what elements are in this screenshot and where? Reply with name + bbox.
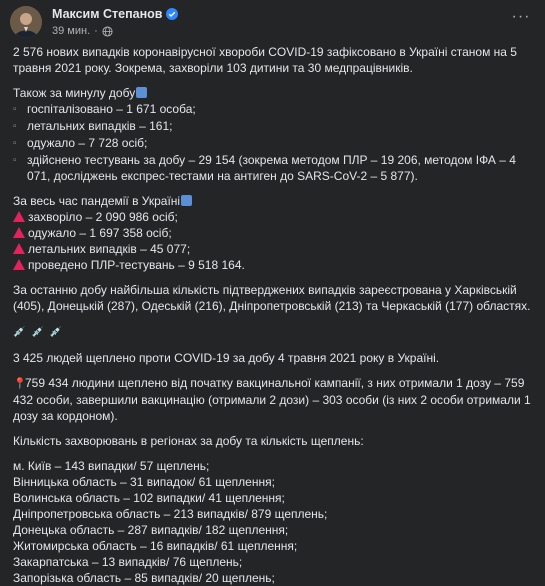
author-avatar[interactable] xyxy=(10,6,42,38)
list-item xyxy=(13,101,533,118)
list-item-text: одужало – 7 728 осіб; xyxy=(27,136,148,150)
bullet-icon: ▫ xyxy=(13,104,17,115)
red-triangle-icon xyxy=(13,243,25,254)
list-item-text: проведено ПЛР-тестувань – 9 518 164. xyxy=(28,258,245,272)
syringe-icon: 💉 xyxy=(49,327,63,338)
region-item: Вінницька область – 31 випадок/ 61 щеплення; xyxy=(13,475,275,489)
pandemic-heading xyxy=(13,193,533,209)
region-item: Дніпропетровська область – 213 випадків/ 879 щеплень; xyxy=(13,507,328,521)
red-triangle-icon xyxy=(13,227,25,238)
list-item-text: госпіталізовано – 1 671 особа; xyxy=(27,102,196,116)
last-day-heading xyxy=(13,85,533,101)
bullet-icon: ▫ xyxy=(13,138,17,149)
region-item: Донецька область – 287 випадків/ 182 щеплення; xyxy=(13,523,289,537)
list-item-text: летальних випадків – 45 077; xyxy=(28,242,191,256)
info-emoji-icon xyxy=(181,195,192,206)
author-name[interactable] xyxy=(52,6,178,22)
list-item xyxy=(13,152,533,184)
last-day-heading-text: Також за минулу добу xyxy=(13,86,136,100)
region-item: Волинська область – 102 випадки/ 41 щеплення; xyxy=(13,491,285,505)
red-triangle-icon xyxy=(13,259,25,270)
more-options-icon[interactable]: ··· xyxy=(511,8,531,25)
region-item: м. Київ – 143 випадки/ 57 щеплень; xyxy=(13,459,210,473)
list-item xyxy=(13,135,533,152)
pushpin-icon: 📍 xyxy=(13,378,27,390)
list-item xyxy=(13,118,533,135)
region-item: Закарпатська – 13 випадків/ 76 щеплень; xyxy=(13,555,243,569)
bullet-icon: ▫ xyxy=(13,155,17,166)
vaccination-total-text: 759 434 людини щеплено від початку вакцинальної кампанії, з них отримали 1 дозу – 759 432 особи, завершили вакцинацію (отримали 2 дози) – 303 особи (із них 2 особи отримали 1 дозу за кордоном). xyxy=(13,376,531,423)
regions-list xyxy=(13,458,533,586)
post-time[interactable]: 39 мин. xyxy=(52,25,91,37)
post-body xyxy=(0,44,545,586)
globe-icon xyxy=(102,26,113,37)
list-item-text: одужало – 1 697 358 осіб; xyxy=(28,226,172,240)
last-day-section xyxy=(13,85,533,184)
regions-heading: Кількість захворювань в регіонах за добу та кількість щеплень: xyxy=(13,434,364,448)
vaccination-total-paragraph xyxy=(13,375,533,424)
list-item-text: захворіло – 2 090 986 осіб; xyxy=(28,210,178,224)
post-meta xyxy=(52,23,113,39)
syringe-icon: 💉 xyxy=(13,327,26,338)
intro-paragraph: 2 576 нових випадків коронавірусної хвороби COVID-19 зафіксовано в Україні станом на 5 травня 2021 року. Зокрема, захворіли 103 дитини та 30 медпрацівників. xyxy=(13,45,517,75)
meta-separator: · xyxy=(94,25,98,37)
list-item xyxy=(13,225,533,241)
author-name-text[interactable]: Максим Степанов xyxy=(52,7,163,21)
syringe-icon: 💉 xyxy=(31,327,44,338)
bullet-icon: ▫ xyxy=(13,121,17,132)
list-item-text: летальних випадків – 161; xyxy=(27,119,173,133)
list-item xyxy=(13,241,533,257)
region-item: Житомирська область – 16 випадків/ 61 щеплення; xyxy=(13,539,298,553)
verified-badge-icon xyxy=(166,8,178,20)
pandemic-section xyxy=(13,193,533,273)
list-item xyxy=(13,257,533,273)
vaccination-paragraph: 3 425 людей щеплено проти COVID-19 за добу 4 травня 2021 року в Україні. xyxy=(13,351,440,365)
syringe-emoji-row xyxy=(13,323,533,341)
region-item: Запорізька область – 85 випадків/ 20 щеплень; xyxy=(13,571,275,585)
info-emoji-icon xyxy=(136,87,147,98)
list-item xyxy=(13,209,533,225)
regions-paragraph: За останню добу найбільша кількість підтверджених випадків зареєстрована у Харківській (405), Донецькій (287), Одеській (216), Дніпропетровській (213) та Черкаській (177) областях. xyxy=(13,283,531,313)
pandemic-heading-text: За весь час пандемії в Україні xyxy=(13,194,181,208)
post-header xyxy=(0,0,545,44)
red-triangle-icon xyxy=(13,211,25,222)
list-item-text: здійснено тестувань за добу – 29 154 (зокрема методом ПЛР – 19 206, методом ІФА – 4 071, досліджень експрес-тестами на антиген до SARS-CoV-2 – 5 877). xyxy=(27,153,516,183)
